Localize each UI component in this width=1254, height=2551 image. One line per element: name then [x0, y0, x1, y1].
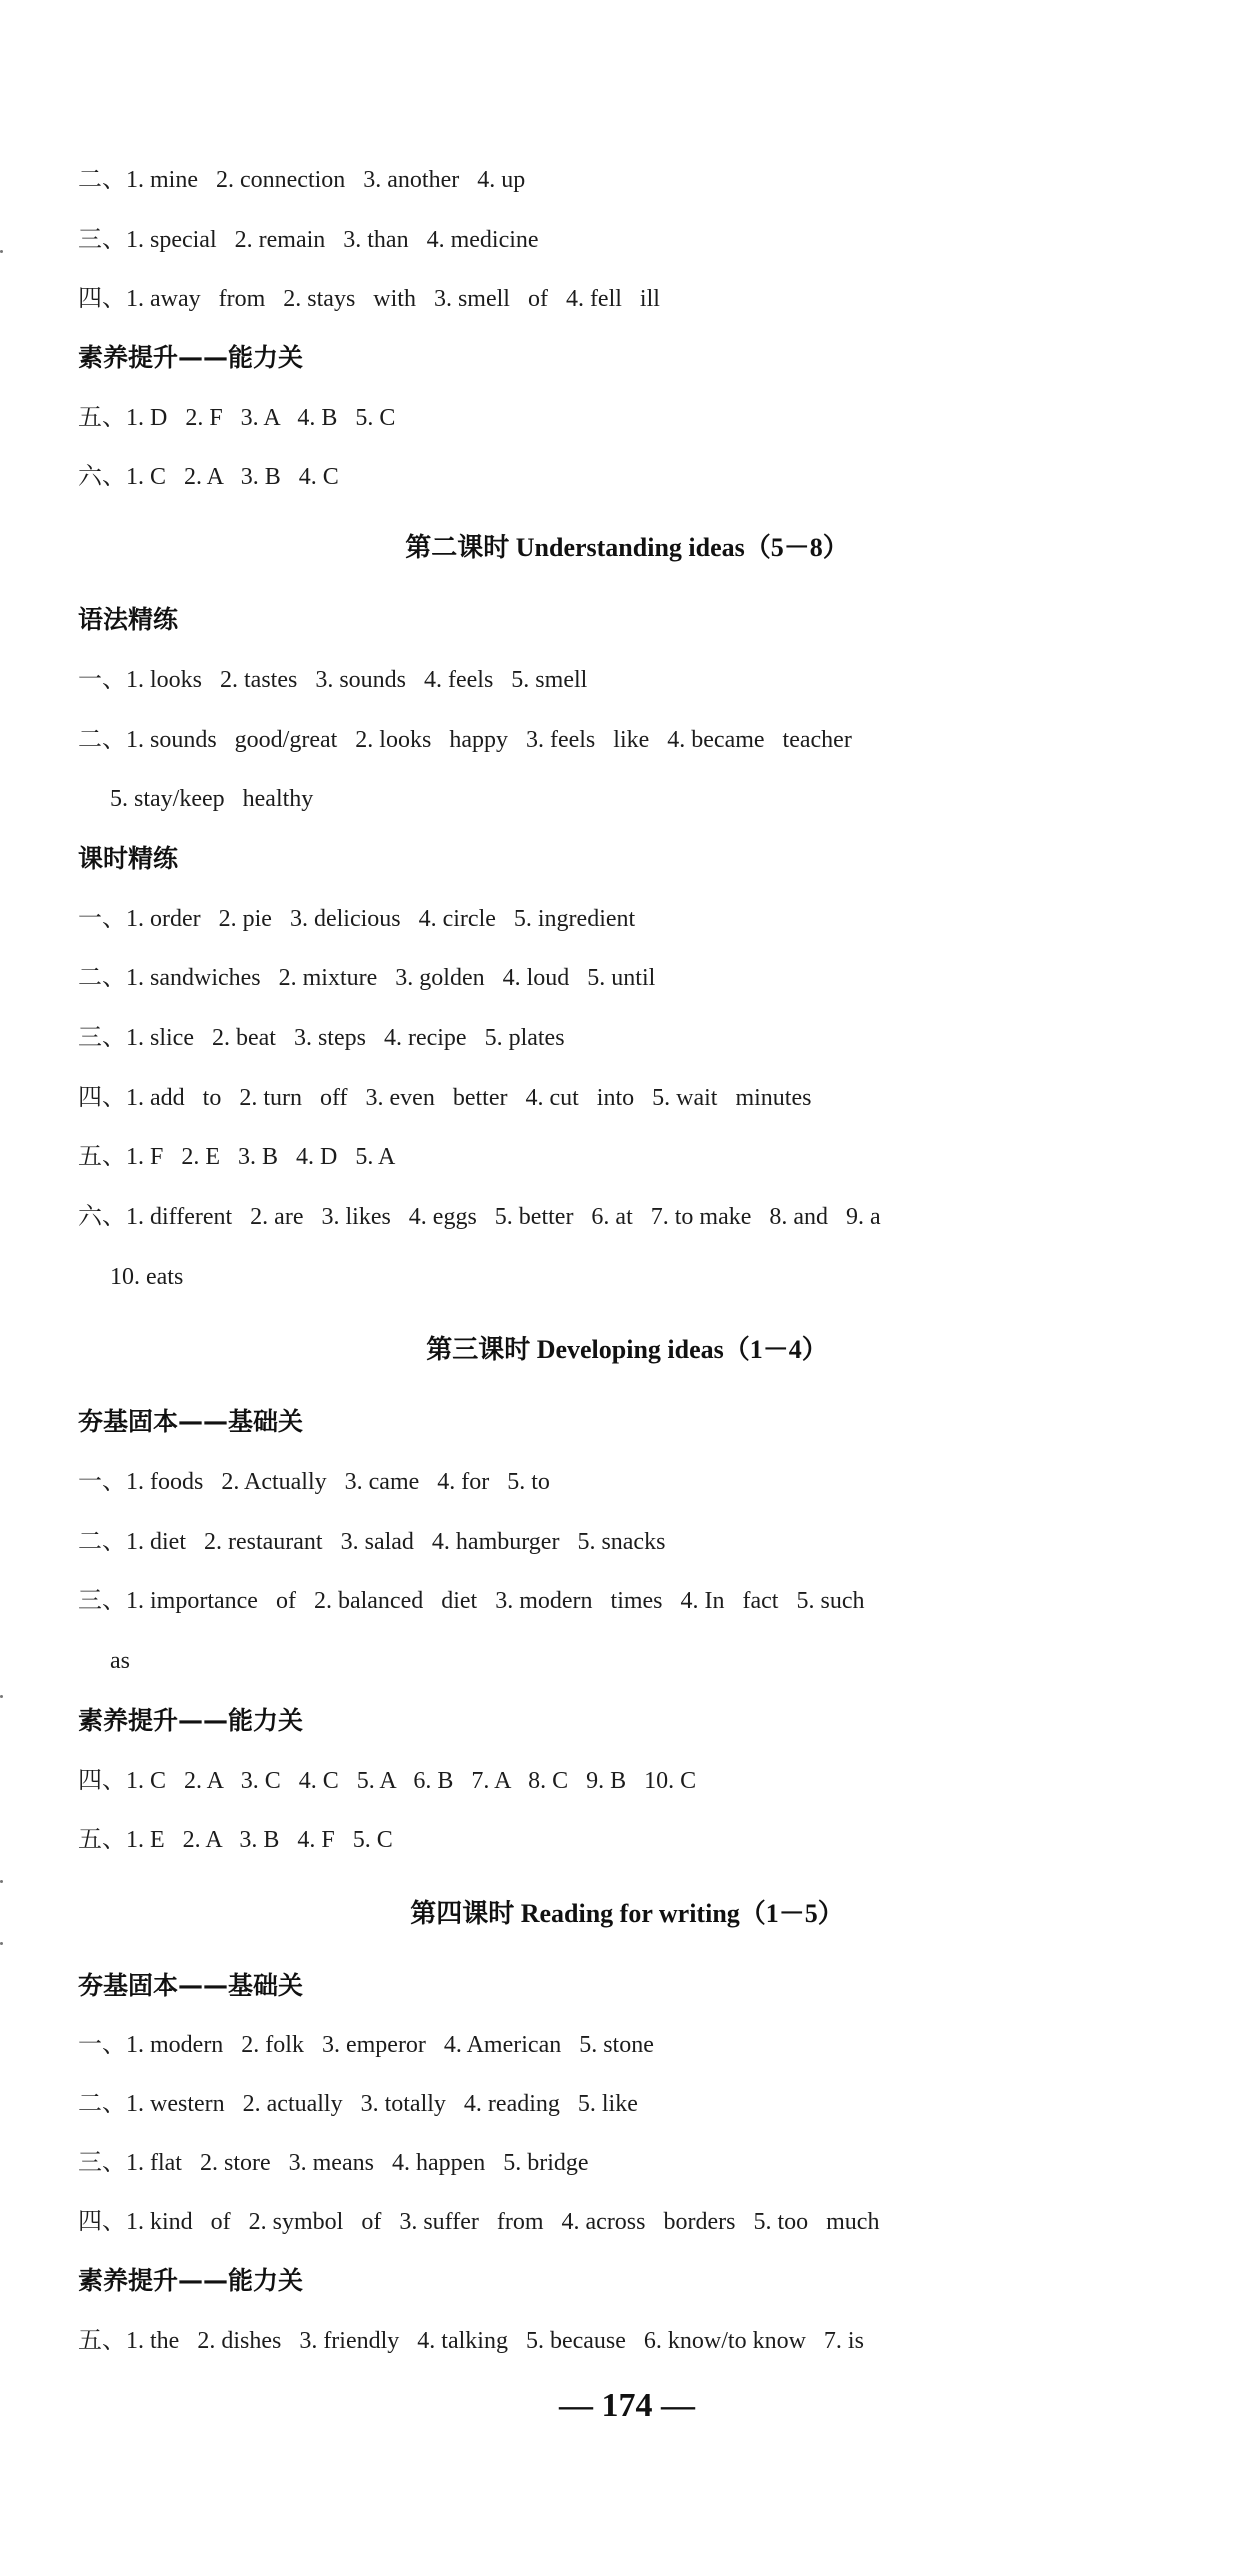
answer-line: as — [110, 1648, 130, 1674]
answer-line: 四、1. away from 2. stays with 3. smell of 4. fell ill — [78, 286, 660, 312]
section-heading: 夯基固本——基础关 — [78, 1971, 304, 2000]
answer-line: 六、1. C 2. A 3. B 4. C — [78, 464, 339, 490]
answer-line: 三、1. special 2. remain 3. than 4. medicine — [78, 227, 539, 253]
lesson-title: 第二课时 Understanding ideas（5－8） — [405, 533, 849, 562]
section-heading: 素养提升——能力关 — [78, 343, 304, 372]
lesson-title: 第三课时 Developing ideas（1－4） — [426, 1335, 828, 1364]
answer-line: 四、1. add to 2. turn off 3. even better 4. cut into 5. wait minutes — [78, 1085, 812, 1111]
answer-line: 二、1. sounds good/great 2. looks happy 3. feels like 4. became teacher — [78, 727, 852, 753]
section-heading: 素养提升——能力关 — [78, 2266, 304, 2295]
answer-line: 一、1. order 2. pie 3. delicious 4. circle 5. ingredient — [78, 906, 636, 932]
lesson-title: 第四课时 Reading for writing（1－5） — [410, 1899, 844, 1928]
scan-speck — [0, 1942, 3, 1945]
answer-line: 一、1. looks 2. tastes 3. sounds 4. feels 5. smell — [78, 667, 588, 693]
answer-line: 10. eats — [110, 1264, 184, 1290]
section-heading: 夯基固本——基础关 — [78, 1407, 304, 1436]
answer-line: 三、1. flat 2. store 3. means 4. happen 5. bridge — [78, 2150, 589, 2176]
section-heading: 课时精练 — [78, 844, 179, 873]
answer-line: 五、1. D 2. F 3. A 4. B 5. C — [78, 405, 396, 431]
answer-line: 5. stay/keep healthy — [110, 786, 314, 812]
section-heading: 语法精练 — [78, 605, 179, 634]
scan-speck — [0, 1695, 3, 1698]
answer-line: 五、1. F 2. E 3. B 4. D 5. A — [78, 1144, 396, 1170]
answer-line: 四、1. kind of 2. symbol of 3. suffer from 4. across borders 5. too much — [78, 2209, 880, 2235]
page-number: — 174 — — [559, 2387, 695, 2424]
section-heading: 素养提升——能力关 — [78, 1706, 304, 1735]
answer-line: 二、1. western 2. actually 3. totally 4. reading 5. like — [78, 2091, 638, 2117]
answer-line: 三、1. importance of 2. balanced diet 3. modern times 4. In fact 5. such — [78, 1588, 865, 1614]
answer-line: 二、1. sandwiches 2. mixture 3. golden 4. loud 5. until — [78, 965, 656, 991]
answer-line: 一、1. foods 2. Actually 3. came 4. for 5. to — [78, 1469, 550, 1495]
answer-line: 五、1. the 2. dishes 3. friendly 4. talking 5. because 6. know/to know 7. is — [78, 2328, 864, 2354]
answer-line: 二、1. mine 2. connection 3. another 4. up — [78, 167, 526, 193]
answer-line: 三、1. slice 2. beat 3. steps 4. recipe 5. plates — [78, 1025, 565, 1051]
answer-line: 四、1. C 2. A 3. C 4. C 5. A 6. B 7. A 8. C 9. B 10. C — [78, 1768, 697, 1794]
answer-line: 二、1. diet 2. restaurant 3. salad 4. hamburger 5. snacks — [78, 1529, 666, 1555]
scan-speck — [0, 250, 3, 253]
scan-speck — [0, 1880, 3, 1883]
answer-line: 五、1. E 2. A 3. B 4. F 5. C — [78, 1827, 393, 1853]
answer-line: 一、1. modern 2. folk 3. emperor 4. American 5. stone — [78, 2032, 654, 2058]
answer-line: 六、1. different 2. are 3. likes 4. eggs 5. better 6. at 7. to make 8. and 9. a — [78, 1204, 881, 1230]
